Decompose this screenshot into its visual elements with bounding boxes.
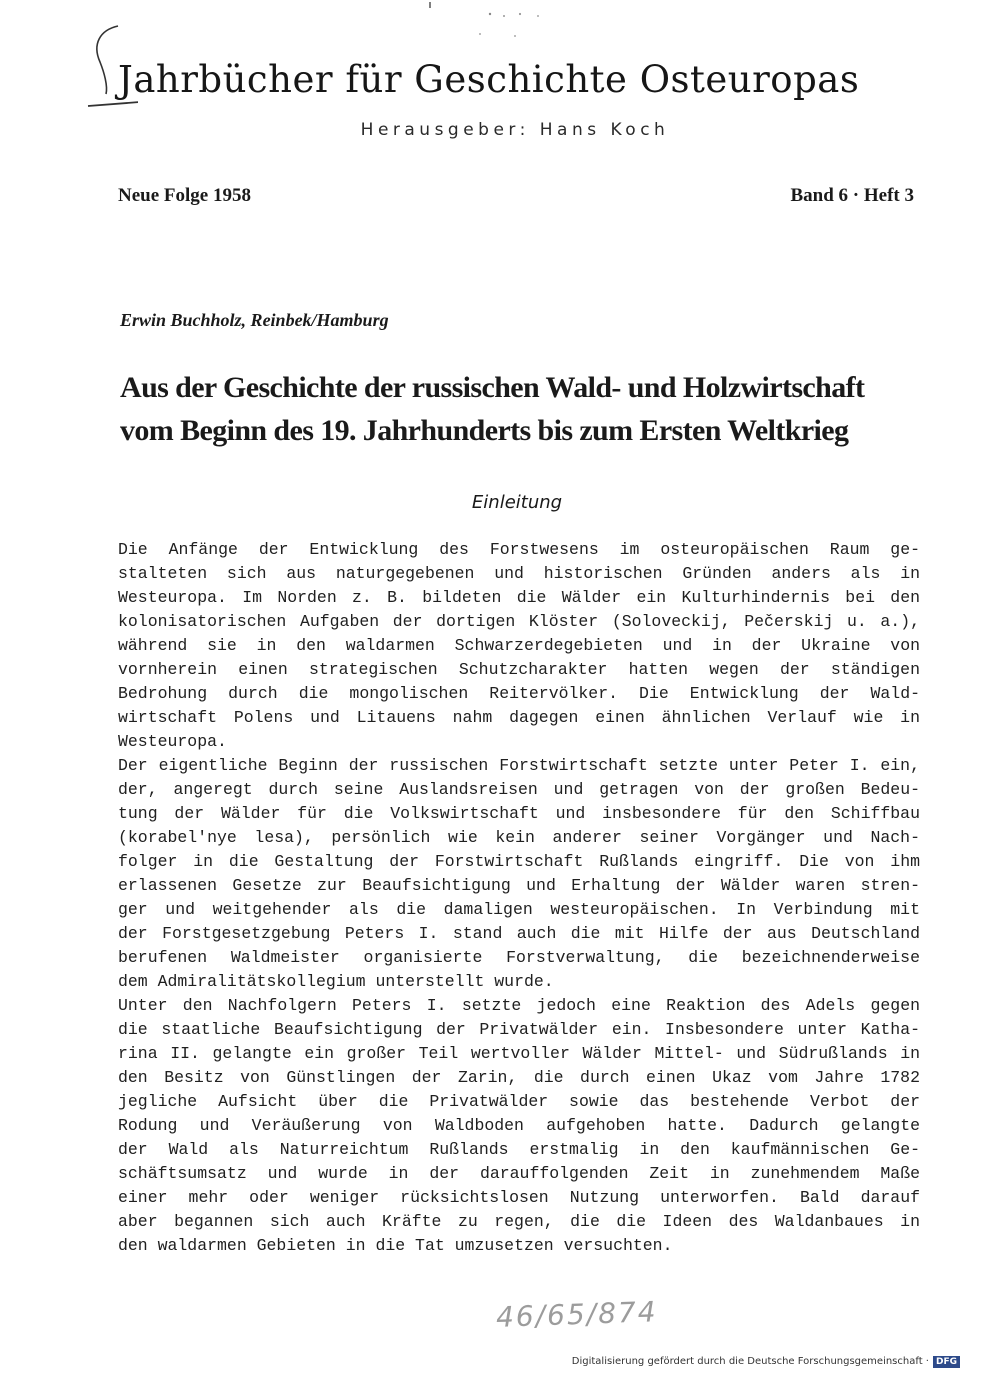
handwritten-shelfmark: 46/65/874 [495,1295,659,1334]
digitization-credit [572,1356,960,1368]
body-line: Westeuropa. Im Norden z. B. bildeten die Wälder ein Kulturhindernis bei den [118,588,920,607]
journal-title: Jahrbücher für Geschichte Osteuropas [118,58,860,101]
body-line: ger und weitgehender als die damaligen westeuropäischen. In Verbindung mit [118,900,920,919]
body-line: kolonisatorischen Aufgaben der dortigen Klöster (Soloveckij, Pečerskij u. a.), [118,612,920,631]
body-line: wirtschaft Polens und Litauens nahm dagegen einen ähnlichen Verlauf wie in [118,708,920,727]
body-line: (korabel'nye lesa), persönlich wie kein anderer seiner Vorgänger und Nach- [118,828,920,847]
body-line: berufenen Waldmeister organisierte Forstverwaltung, die bezeichnenderweise [118,948,920,967]
article-title-line: Aus der Geschichte der russischen Wald- und Holzwirtschaft [120,371,865,404]
article-title-line: vom Beginn des 19. Jahrhunderts bis zum Ersten Weltkrieg [120,414,849,447]
body-line: erlassenen Gesetze zur Beaufsichtigung und Erhaltung der Wälder waren stren- [118,876,920,895]
body-line: der Forstgesetzgebung Peters I. stand auch die mit Hilfe der aus Deutschland [118,924,920,943]
article-author: Erwin Buchholz, Reinbek/Hamburg [120,310,389,330]
body-line: tung der Wälder für die Volkswirtschaft und insbesondere für den Schiffbau [118,804,920,823]
body-line: folger in die Gestaltung der Forstwirtschaft Rußlands eingriff. Die von ihm [118,852,920,871]
body-line: vornherein einen strategischen Schutzcharakter hatten wegen der ständigen [118,660,920,679]
body-line: der Wald als Naturreichtum Rußlands erstmalig in den kaufmännischen Ge- [118,1140,920,1159]
body-line: einer mehr oder weniger rücksichtslosen Nutzung unterworfen. Bald darauf [118,1188,920,1207]
section-heading: Einleitung [471,492,563,513]
body-line: rina II. gelangte ein großer Teil wertvoller Wälder Mittel- und Südrußlands in [118,1044,920,1063]
volume-issue: Band 6 · Heft 3 [790,185,914,206]
series-year: Neue Folge 1958 [118,185,251,206]
body-line: schäftsumsatz und wurde in der darauffolgenden Zeit in zunehmendem Maße [118,1164,920,1183]
body-line: den Besitz von Günstlingen der Zarin, die durch einen Ukaz vom Jahre 1782 [118,1068,920,1087]
scan-smudge [420,0,580,40]
body-line: Bedrohung durch die mongolischen Reitervölker. Die Entwicklung der Wald- [118,684,920,703]
body-line: die staatliche Beaufsichtigung der Privatwälder ein. Insbesondere unter Katha- [118,1020,920,1039]
body-line: stalteten sich aus naturgegebenen und historischen Gründen anders als in [118,564,920,583]
body-line: Rodung und Veräußerung von Waldboden aufgehoben hatte. Dadurch gelangte [118,1116,920,1135]
credit-text: Digitalisierung gefördert durch die Deutsche Forschungsgemeinschaft · [571,1356,929,1367]
body-line: Der eigentliche Beginn der russischen Forstwirtschaft setzte unter Peter I. ein, [118,756,920,775]
body-line: Westeuropa. [118,732,227,751]
body-line: Die Anfänge der Entwicklung des Forstwesens im osteuropäischen Raum ge- [118,540,920,559]
body-line: aber begannen sich auch Kräfte zu regen, die die Ideen des Waldanbaues in [118,1212,920,1231]
dfg-logo: DFG [933,1356,960,1368]
body-line: jegliche Aufsicht über die Privatwälder sowie das bestehende Verbot der [118,1092,920,1111]
article-body [118,538,920,1258]
body-line: während sie in den waldarmen Schwarzerdegebieten und in der Ukraine von [118,636,920,655]
body-line: der, angeregt durch seine Auslandsreisen und getragen von der großen Bedeu- [118,780,920,799]
article-title [120,366,930,452]
body-line: den waldarmen Gebieten in die Tat umzusetzen versuchten. [118,1236,673,1255]
body-line: Unter den Nachfolgern Peters I. setzte jedoch eine Reaktion des Adels gegen [118,996,920,1015]
journal-editor: Herausgeber: Hans Koch [360,120,670,140]
body-line: dem Admiralitätskollegium unterstellt wurde. [118,972,554,991]
